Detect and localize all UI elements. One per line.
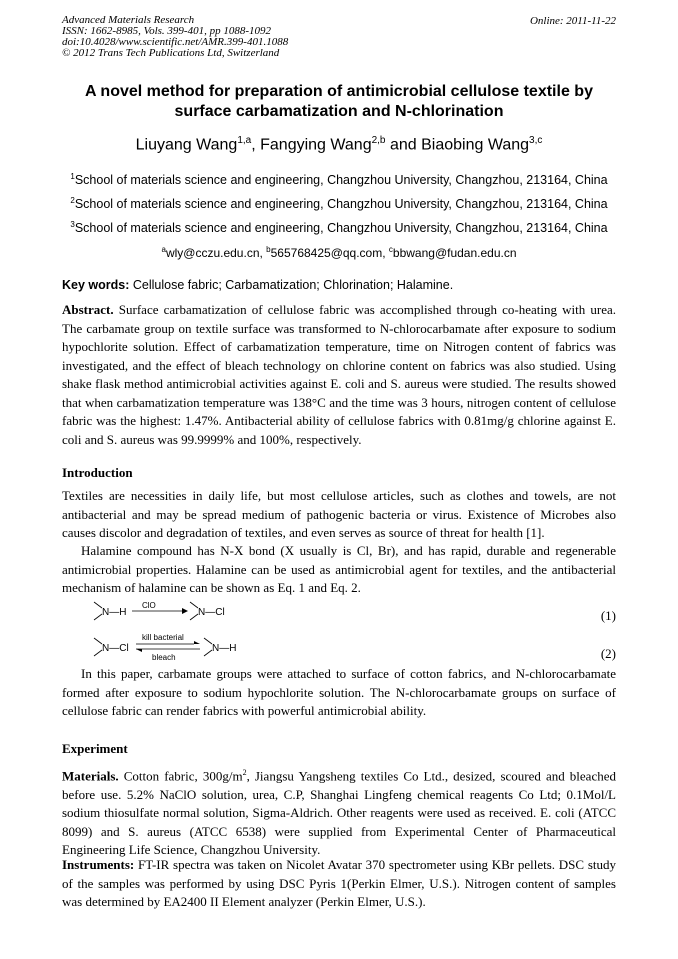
author-2: Fangying Wang xyxy=(260,136,372,154)
author-list xyxy=(60,135,618,154)
eq1-reagent: ClO xyxy=(142,601,156,610)
affiliation-1 xyxy=(62,172,616,187)
introduction-heading: Introduction xyxy=(62,465,133,480)
affiliation-3-sup: 3 xyxy=(70,220,75,229)
introduction-paragraph-2: Halamine compound has N-X bond (X usually is Cl, Br), and has rapid, durable and regenerable antimicrobial properties. Halamine can be used as antimicrobial agent for textiles, and the antibacterial mechanism of halamine can be shown as Eq. 1 and Eq. 2. xyxy=(62,543,616,595)
affiliation-3-text: School of materials science and engineering, Changzhou University, Changzhou, 213164, China xyxy=(74,221,608,236)
author-3: Biaobing Wang xyxy=(421,136,530,154)
doi: doi:10.4028/www.scientific.net/AMR.399-401.1088 xyxy=(62,36,289,48)
eq2-bond-down xyxy=(94,650,102,656)
email-b-sup: b xyxy=(266,245,271,254)
eq1-right: N—Cl xyxy=(198,607,225,618)
materials-text-a: Cotton fabric, 300g/m xyxy=(123,768,243,784)
eq2-right-bond-down xyxy=(204,650,212,656)
abstract-text: Surface carbamatization of cellulose fabric was accomplished through co-heating with urea. The carbamate group on textile surface was transformed to N-chlorocarbamate after exposure to sodium hypochlorite solution. Effect of carbamatization temperature, time on Nitrogen content of fabrics was investigated, and the effect of bleach technology on chlorine content on fabrics was also studied. Using shake flask method antimicrobial activities against E. coli and S. aureus were studied. The results showed that when carbamatization temperature was 138°C and the time was 3 hours, nitrogen content of cellulose fabric was the highest: 1.47%. Antibacterial ability of cellulose fabrics with 0.81mg/g chlorine against E. coli and S. aureus was 99.9999% and 100%, respectively. xyxy=(62,302,617,447)
author-1: Liuyang Wang xyxy=(135,136,238,154)
email-c-sup: c xyxy=(388,245,393,254)
equation-1-number: (1) xyxy=(600,608,616,623)
author-sep-2: and xyxy=(385,136,422,154)
eq1-arrow-head xyxy=(182,608,188,614)
abstract-label: Abstract. xyxy=(62,302,114,317)
keywords xyxy=(62,278,453,292)
copyright: © 2012 Trans Tech Publications Ltd, Switzerland xyxy=(62,47,280,59)
author-sep-1: , xyxy=(251,136,261,154)
title-line-1: A novel method for preparation of antimicrobial cellulose textile by xyxy=(85,83,593,100)
abstract xyxy=(62,301,616,449)
journal-name: Advanced Materials Research xyxy=(62,14,195,26)
introduction-paragraph-1: Textiles are necessities in daily life, but most cellulose articles, such as clothes and towels, are not antibacterial and may be spread medium of pathogenic bacteria or virus. Existence of Microbes also causes discolor and degradation of textiles, and even serves as source of threat for health [1]. xyxy=(62,488,616,540)
paper-title xyxy=(60,82,618,122)
equation-2-number: (2) xyxy=(600,646,616,661)
email-b[interactable]: 565768425@qq.com xyxy=(270,246,383,260)
eq2-forward-head xyxy=(194,641,200,644)
materials-text-b: , Jiangsu Yangsheng textiles Co Ltd., desized, scoured and bleached before use. 5.2% NaClO solution, urea, C.P, Shanghai Lingfeng chemical reagents Co Ltd; 0.1Mol/L sodium thiosulfate normal solution, Sigma-Aldrich. Other reagents were used as received. E. coli (ATCC 8099) and S. aureus (ATCC 6538) were supplied from Experimental Center of Pharmaceutical Engineering Life Science, Changzhou University. xyxy=(62,768,616,858)
materials-label: Materials. xyxy=(62,768,119,784)
eq1-right-bond-down xyxy=(190,614,198,620)
introduction-paragraph-3: In this paper, carbamate groups were attached to surface of cotton fabrics, and N-chlorocarbamate formed after exposure to sodium hypochlorite solution. The N-chlorocarbamate groups on surface of cellulose fabric can render fabrics with powerful antimicrobial ability. xyxy=(62,666,616,718)
journal-header xyxy=(62,15,288,59)
eq1-bond-down xyxy=(94,614,102,620)
affiliation-1-sup: 1 xyxy=(70,172,75,181)
eq2-bond-up xyxy=(94,638,102,644)
materials-sup: 2 xyxy=(242,768,247,777)
affiliation-2-sup: 2 xyxy=(70,196,75,205)
eq1-left: N—H xyxy=(102,607,127,618)
instruments-paragraph xyxy=(62,856,616,912)
email-sep-2: , xyxy=(382,246,389,260)
email-c[interactable]: bbwang@fudan.edu.cn xyxy=(392,246,517,260)
issn: ISSN: 1662-8985, Vols. 399-401, pp 1088-1092 xyxy=(62,25,271,37)
email-list xyxy=(62,245,616,260)
equation-1 xyxy=(92,598,272,624)
title-line-2: surface carbamatization and N-chlorination xyxy=(174,103,504,120)
eq2-right-bond-up xyxy=(204,638,212,644)
affiliation-3 xyxy=(62,220,616,235)
eq2-backward-label: bleach xyxy=(152,653,176,662)
experiment-heading: Experiment xyxy=(62,741,128,756)
instruments-label: Instruments: xyxy=(62,857,135,872)
affiliation-2 xyxy=(62,196,616,211)
email-a-sup: a xyxy=(161,245,166,254)
eq1-right-bond-up xyxy=(190,602,198,608)
eq1-bond-up xyxy=(94,602,102,608)
keywords-text: Cellulose fabric; Carbamatization; Chlorination; Halamine. xyxy=(132,278,454,292)
affiliation-1-text: School of materials science and engineering, Changzhou University, Changzhou, 213164, China xyxy=(74,173,608,188)
eq2-forward-label: kill bacterial xyxy=(142,633,184,642)
online-date: Online: 2011-11-22 xyxy=(529,15,616,27)
instruments-text: FT-IR spectra was taken on Nicolet Avatar 370 spectrometer using KBr pellets. DSC study of the samples was performed by using DSC Pyris 1(Perkin Elmer, U.S.). Nitrogen content of samples was determined by EA2400 II Element analyzer (Perkin Elmer, U.S.). xyxy=(62,857,616,909)
materials-paragraph xyxy=(62,764,616,860)
email-sep-1: , xyxy=(259,246,267,260)
author-1-sup: 1,a xyxy=(237,135,252,146)
equation-2 xyxy=(92,632,292,662)
eq2-left: N—Cl xyxy=(102,643,129,654)
email-a[interactable]: wly@cczu.edu.cn xyxy=(165,246,260,260)
author-2-sup: 2,b xyxy=(371,135,386,146)
author-3-sup: 3,c xyxy=(529,135,543,146)
keywords-label: Key words: xyxy=(62,278,130,292)
eq2-right: N—H xyxy=(212,643,237,654)
eq2-backward-head xyxy=(136,649,142,652)
affiliation-2-text: School of materials science and engineering, Changzhou University, Changzhou, 213164, China xyxy=(74,197,608,212)
